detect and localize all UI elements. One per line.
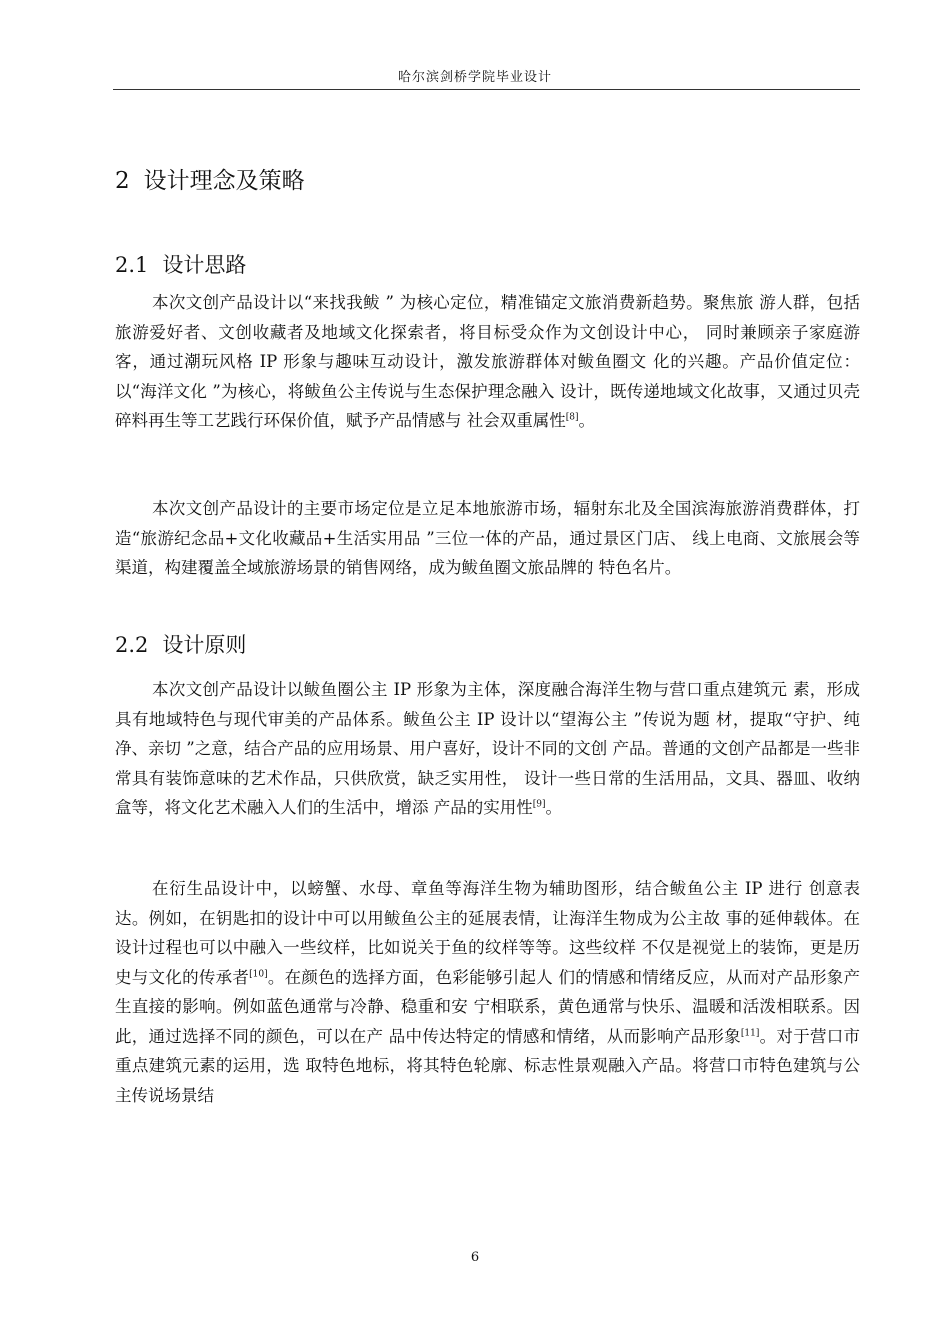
section-title: 设计思路 [162, 253, 247, 277]
paragraph-tail: 。对于营口市重点建筑元素的运用，选 取特色地标，将其特色轮廓、标志性景观融入产品。将营口市特色建筑与公主传说场景结 [115, 1026, 860, 1105]
citation: [9] [532, 799, 546, 810]
header-title: 哈尔滨剑桥学院毕业设计 [397, 70, 552, 85]
paragraph-tail: 。在颜色的选择方面，色彩能够引起人 们的情感和情绪反应，从而对产品形象产生直接的影响。例如蓝色通常与冷静、稳重和安 宁相联系，黄色通常与快乐、温暖和活泼相联系。因此，通过选择不同的颜色，可以在产 品中传达特定的情感和情绪，从而影响产品形象 [115, 967, 860, 1046]
paragraph-text: 本次文创产品设计的主要市场定位是立足本地旅游市场，辐射东北及全国滨海旅游消费群体，打造“旅游纪念品+文化收藏品+生活实用品 ”三位一体的产品，通过景区门店、 线上电商、文旅展会等渠道，构建覆盖全域旅游场景的销售网络，成为鲅鱼圈文旅品牌的 特色名片。 [115, 499, 860, 577]
chapter-heading [115, 162, 305, 195]
paragraph-text: 本次文创产品设计以鲅鱼圈公主 IP 形象为主体，深度融合海洋生物与营口重点建筑元 素，形成具有地域特色与现代审美的产品体系。鲅鱼公主 IP 设计以“望海公主 ”传说为题 材，提取“守护、纯净、亲切 ”之意，结合产品的应用场景、用户喜好，设计不同的文创 产品。普通的文创产品都是一些非常具有装饰意味的艺术作品，只供欣赏，缺乏实用性， 设计一些日常的生活用品，文具、器皿、收纳盒等，将文化艺术融入人们的生活中，增添 产品的实用性 [115, 680, 860, 817]
paragraph [115, 874, 860, 1110]
chapter-number: 2 [115, 168, 130, 194]
section-heading-2-1 [115, 249, 246, 279]
chapter-title: 设计理念及策略 [143, 168, 305, 194]
citation: [11] [740, 1028, 760, 1038]
citation: [8] [565, 412, 579, 423]
section-title: 设计原则 [162, 633, 247, 657]
paragraph-tail: 。 [545, 798, 562, 817]
section-heading-2-2 [115, 629, 246, 659]
section-number: 2.2 [115, 633, 149, 657]
citation: [10] [249, 969, 268, 979]
paragraph [115, 675, 860, 823]
paragraph [115, 494, 860, 583]
section-number: 2.1 [115, 253, 149, 277]
paragraph-text: 本次文创产品设计以“来找我鲅 ” 为核心定位，精准锚定文旅消费新趋势。聚焦旅 游人群，包括旅游爱好者、文创收藏者及地域文化探索者，将目标受众作为文创设计中心， 同时兼顾亲子家庭游客，通过潮玩风格 IP 形象与趣味互动设计，激发旅游群体对鲅鱼圈文 化的兴趣。产品价值定位：以“海洋文化 ”为核心，将鲅鱼公主传说与生态保护理念融入 设计，既传递地域文化故事，又通过贝壳碎料再生等工艺践行环保价值，赋予产品情感与 社会双重属性 [115, 293, 860, 430]
page-number: 6 [470, 1250, 480, 1265]
paragraph [115, 288, 860, 436]
paragraph-tail: 。 [578, 411, 595, 430]
paragraph-text: 在衍生品设计中，以螃蟹、水母、章鱼等海洋生物为辅助图形，结合鲅鱼公主 IP 进行 创意表达。例如，在钥匙扣的设计中可以用鲅鱼公主的延展表情，让海洋生物成为公主故 事的延伸载体。在设计过程也可以中融入一些纹样，比如说关于鱼的纹样等等。这些纹样 不仅是视觉上的装饰，更是历史与文化的传承者 [115, 879, 860, 987]
header-rule [113, 89, 860, 90]
